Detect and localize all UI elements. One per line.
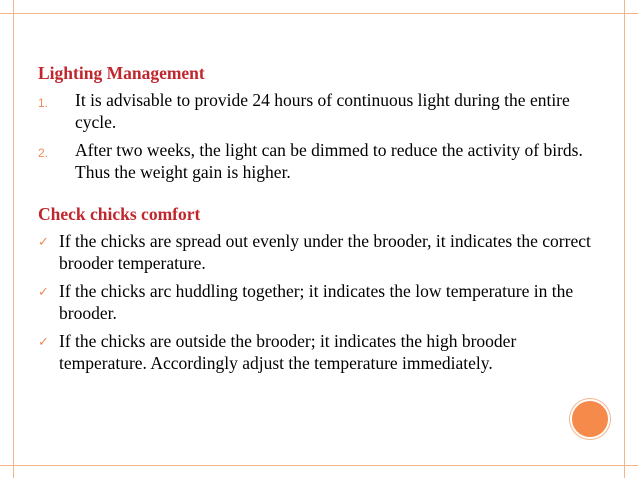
frame-line-left — [13, 0, 14, 478]
item-text: If the chicks are outside the brooder; it indicates the high brooder temperature. Accordingly adjust the temperature immediately. — [59, 331, 517, 373]
item-number: 2. — [38, 146, 49, 160]
checkmark-icon: ✓ — [38, 285, 49, 300]
checklist-item — [38, 330, 608, 374]
frame-line-top — [0, 13, 638, 14]
item-text: It is advisable to provide 24 hours of continuous light during the entire cycle. — [75, 90, 570, 132]
frame-line-bottom — [0, 465, 638, 466]
checkmark-icon: ✓ — [38, 335, 49, 350]
check-chicks-comfort-heading: Check chicks comfort — [38, 204, 201, 224]
item-text: After two weeks, the light can be dimmed to reduce the activity of birds. Thus the weight gain is higher. — [75, 140, 583, 182]
numbered-item — [38, 139, 608, 183]
item-number: 1. — [38, 96, 49, 110]
checklist-item — [38, 230, 608, 274]
slide-content — [38, 62, 608, 380]
checklist-item — [38, 280, 608, 324]
frame-line-right — [624, 0, 625, 478]
lighting-management-heading: Lighting Management — [38, 63, 205, 83]
numbered-item — [38, 89, 608, 133]
checkmark-icon: ✓ — [38, 235, 49, 250]
item-text: If the chicks are spread out evenly under the brooder, it indicates the correct brooder temperature. — [59, 231, 591, 273]
item-text: If the chicks arc huddling together; it indicates the low temperature in the brooder. — [59, 281, 574, 323]
decorative-circle — [570, 399, 610, 439]
